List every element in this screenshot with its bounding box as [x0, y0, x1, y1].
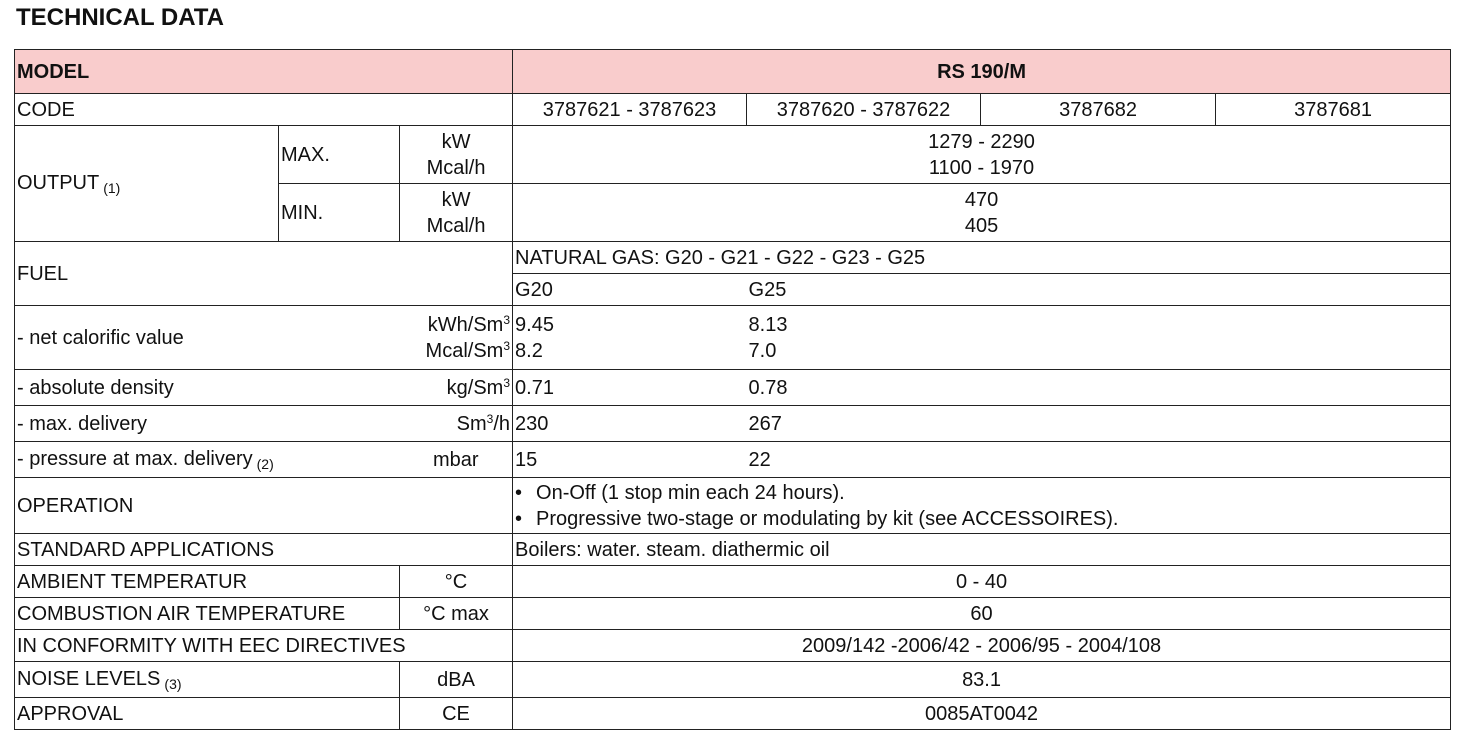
- technical-data-table: [14, 49, 1451, 730]
- operation-line-1-text: On-Off (1 stop min each 24 hours).: [536, 481, 845, 504]
- code-value-2: 3787620 - 3787622: [747, 94, 981, 126]
- eec-label: IN CONFORMITY WITH EEC DIRECTIVES: [15, 630, 513, 662]
- density-unit-sup: 3: [503, 375, 511, 390]
- ambient-row: [15, 566, 1451, 598]
- operation-line-2-text: Progressive two-stage or modulating by kit (see ACCESSOIRES).: [536, 507, 1119, 530]
- delivery-g25: 267: [747, 406, 1451, 442]
- pressure-label-cell: [15, 442, 400, 478]
- noise-label-cell: [15, 662, 400, 698]
- density-g25: 0.78: [747, 370, 1451, 406]
- output-min-units: [400, 184, 513, 242]
- delivery-unit-sup: 3: [486, 411, 494, 426]
- output-max-label: MAX.: [279, 126, 400, 184]
- noise-value: 83.1: [513, 662, 1451, 698]
- output-max-row: [15, 126, 1451, 184]
- approval-label: APPROVAL: [15, 698, 400, 730]
- eec-row: [15, 630, 1451, 662]
- delivery-unit-cell: [400, 406, 513, 442]
- operation-label: OPERATION: [15, 478, 513, 534]
- output-label-cell: [15, 126, 279, 242]
- net-calorific-units: [400, 306, 513, 370]
- output-max-value-kw: 1279 - 2290: [928, 130, 1035, 153]
- bullet-icon: •: [515, 507, 523, 530]
- pressure-unit: mbar: [400, 442, 513, 478]
- net-calorific-g20-kwh: 9.45: [515, 313, 554, 336]
- pressure-note: (2): [256, 456, 274, 472]
- ambient-label: AMBIENT TEMPERATUR: [15, 566, 400, 598]
- code-label: CODE: [15, 94, 513, 126]
- net-calorific-g20: [513, 306, 747, 370]
- delivery-unit-tail: /h: [493, 412, 511, 435]
- delivery-label: - max. delivery: [15, 406, 400, 442]
- output-min-unit-mcal: Mcal/h: [426, 214, 486, 237]
- code-row: [15, 94, 1451, 126]
- delivery-unit: Sm: [456, 412, 487, 435]
- code-value-4: 3787681: [1216, 94, 1451, 126]
- noise-row: [15, 662, 1451, 698]
- output-max-unit-kw: kW: [441, 130, 471, 153]
- output-min-value-kw: 470: [964, 188, 999, 211]
- applications-row: [15, 534, 1451, 566]
- output-max-values: [513, 126, 1451, 184]
- output-max-units: [400, 126, 513, 184]
- density-g20: 0.71: [513, 370, 747, 406]
- combustion-air-unit: °C max: [400, 598, 513, 630]
- net-calorific-g25-mcal: 7.0: [748, 339, 777, 362]
- approval-row: [15, 698, 1451, 730]
- approval-unit: CE: [400, 698, 513, 730]
- density-row: [15, 370, 1451, 406]
- pressure-g25: 22: [747, 442, 1451, 478]
- net-calorific-g20-mcal: 8.2: [515, 339, 543, 362]
- output-label: OUTPUT: [17, 172, 100, 194]
- page-title: TECHNICAL DATA: [16, 4, 224, 31]
- output-min-value-mcal: 405: [964, 214, 999, 237]
- ambient-value: 0 - 40: [513, 566, 1451, 598]
- pressure-g20: 15: [513, 442, 747, 478]
- approval-value: 0085AT0042: [513, 698, 1451, 730]
- noise-label: NOISE LEVELS: [17, 668, 161, 690]
- operation-values: [513, 478, 1451, 534]
- noise-unit: dBA: [400, 662, 513, 698]
- bullet-icon: •: [515, 481, 523, 504]
- code-value-1: 3787621 - 3787623: [513, 94, 747, 126]
- output-min-label: MIN.: [279, 184, 400, 242]
- gas-g25-header: G25: [747, 274, 1451, 306]
- net-calorific-g25-kwh: 8.13: [748, 313, 788, 336]
- gas-g20-header: G20: [513, 274, 747, 306]
- fuel-row: [15, 242, 1451, 274]
- ambient-unit: °C: [400, 566, 513, 598]
- output-note: (1): [103, 180, 121, 196]
- net-calorific-unit-mcal: Mcal/Sm: [425, 339, 504, 362]
- eec-value: 2009/142 -2006/42 - 2006/95 - 2004/108: [513, 630, 1451, 662]
- combustion-air-row: [15, 598, 1451, 630]
- code-value-3: 3787682: [981, 94, 1216, 126]
- net-calorific-unit-mcal-sup: 3: [503, 338, 511, 353]
- fuel-label: FUEL: [15, 242, 513, 306]
- output-min-values: [513, 184, 1451, 242]
- operation-row: [15, 478, 1451, 534]
- net-calorific-unit-kwh: kWh/Sm: [427, 313, 504, 336]
- operation-line-2: [513, 506, 1450, 532]
- model-value: RS 190/M: [513, 50, 1451, 94]
- output-max-value-mcal: 1100 - 1970: [928, 156, 1035, 179]
- combustion-air-value: 60: [513, 598, 1451, 630]
- net-calorific-g25: [747, 306, 1451, 370]
- density-unit-cell: [400, 370, 513, 406]
- delivery-g20: 230: [513, 406, 747, 442]
- noise-note: (3): [164, 676, 182, 692]
- applications-label: STANDARD APPLICATIONS: [15, 534, 513, 566]
- density-label: - absolute density: [15, 370, 400, 406]
- applications-value: Boilers: water. steam. diathermic oil: [513, 534, 1451, 566]
- pressure-row: [15, 442, 1451, 478]
- delivery-row: [15, 406, 1451, 442]
- pressure-label: - pressure at max. delivery: [17, 448, 253, 470]
- output-min-unit-kw: kW: [441, 188, 471, 211]
- combustion-air-label: COMBUSTION AIR TEMPERATURE: [15, 598, 400, 630]
- fuel-description: NATURAL GAS: G20 - G21 - G22 - G23 - G25: [513, 242, 1451, 274]
- density-unit: kg/Sm: [446, 376, 504, 399]
- model-row: [15, 50, 1451, 94]
- output-max-unit-mcal: Mcal/h: [426, 156, 486, 179]
- net-calorific-unit-kwh-sup: 3: [503, 312, 511, 327]
- net-calorific-row: [15, 306, 1451, 370]
- model-label: MODEL: [15, 50, 513, 94]
- net-calorific-label: - net calorific value: [15, 306, 400, 370]
- operation-line-1: [513, 480, 1450, 506]
